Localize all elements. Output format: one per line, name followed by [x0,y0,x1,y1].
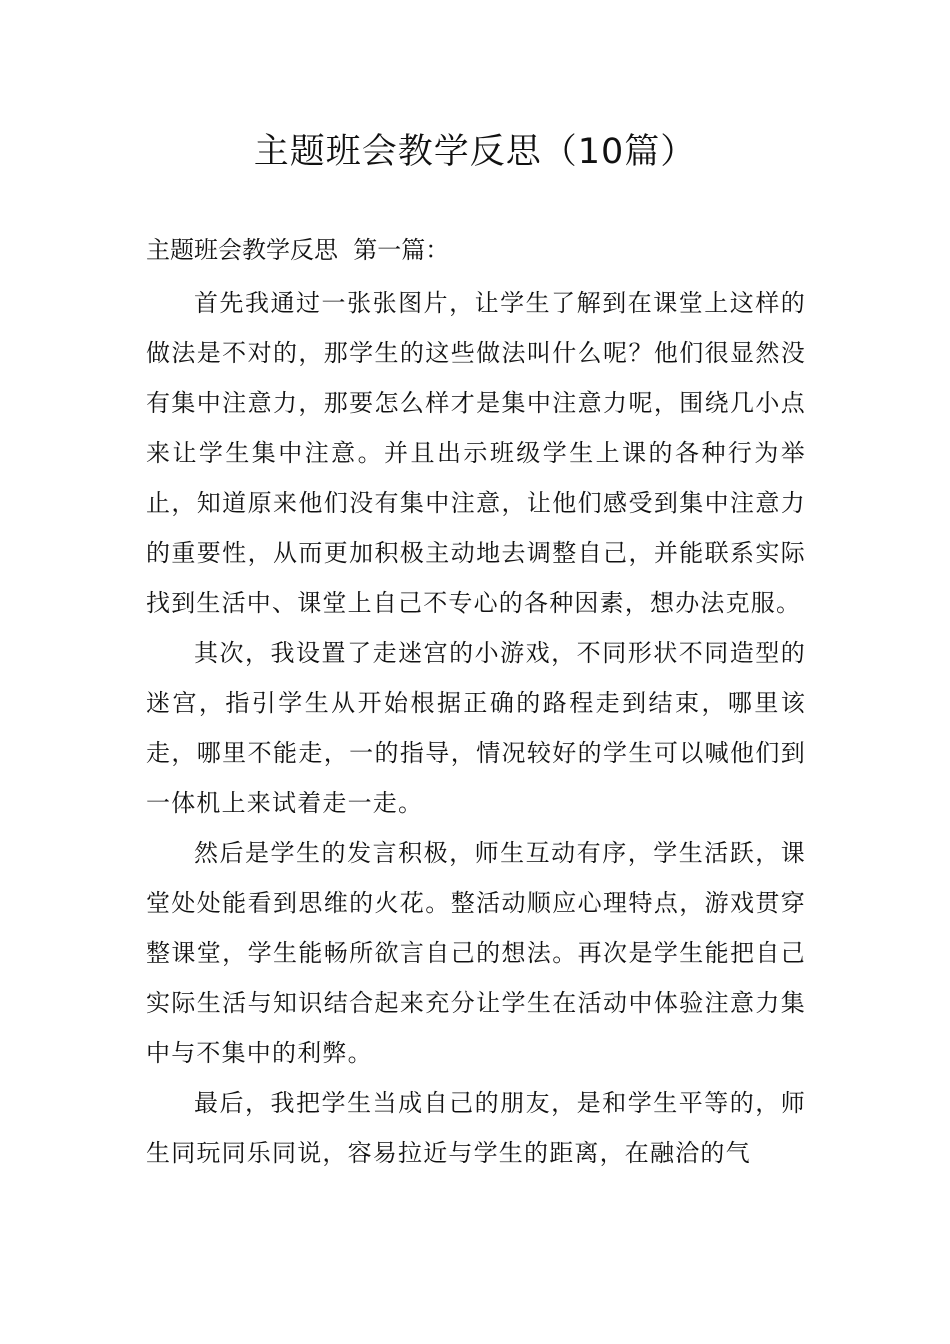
document-body [146,278,806,1178]
document-title: 主题班会教学反思（10篇） [253,132,697,172]
paragraph-2: 其次，我设置了走迷宫的小游戏，不同形状不同造型的迷宫，指引学生从开始根据正确的路程走到结束，哪里该走，哪里不能走，一的指导，情况较好的学生可以喊他们到一体机上来试着走一走。 [146,639,806,817]
paragraph-1: 首先我通过一张张图片，让学生了解到在课堂上这样的做法是不对的，那学生的这些做法叫什么呢？他们很显然没有集中注意力，那要怎么样才是集中注意力呢，围绕几小点来让学生集中注意。并且出示班级学生上课的各种行为举止，知道原来他们没有集中注意，让他们感受到集中注意力的重要性，从而更加积极主动地去调整自己，并能联系实际找到生活中、课堂上自己不专心的各种因素，想办法克服。 [146,289,806,617]
paragraph-3: 然后是学生的发言积极，师生互动有序，学生活跃，课堂处处能看到思维的火花。整活动顺应心理特点，游戏贯穿整课堂，学生能畅所欲言自己的想法。再次是学生能把自己实际生活与知识结合起来充分让学生在活动中体验注意力集中与不集中的利弊。 [146,839,806,1067]
paragraph-4: 最后，我把学生当成自己的朋友，是和学生平等的，师生同玩同乐同说，容易拉近与学生的距离，在融洽的气 [146,1089,806,1167]
section-heading: 主题班会教学反思 第一篇： [146,236,450,264]
